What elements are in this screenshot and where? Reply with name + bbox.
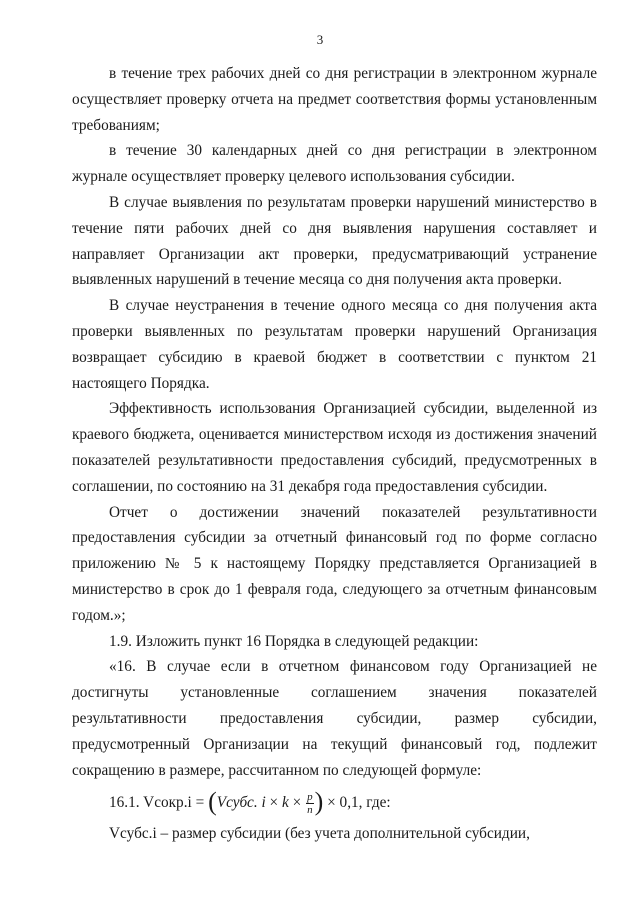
formula-times-2: ×	[288, 794, 306, 812]
paragraph-clause-16: «16. В случае если в отчетном финансовом году Организацией не достигнуты установленные соглашением значения показателей результативности предоставления субсидии, размер субсидии, предусмотренный Организации на текущий финансовый год, подлежит сокращению в размере, рассчитанном по следующей формуле:	[72, 658, 597, 779]
paragraph-subsidy-return: В случае неустранения в течение одного месяца со дня получения акта проверки выявленных по результатам проверки нарушений Организация возвращает субсидию в краевой бюджет в соответствии с пунктом 21 настоящего Порядка.	[72, 297, 597, 392]
formula-open-paren: (	[208, 787, 217, 817]
document-body	[72, 61, 597, 847]
paragraph-target-use-check: в течение 30 календарных дней со дня регистрации в электронном журнале осуществляет проверку целевого использования субсидии.	[72, 142, 597, 186]
paragraph-efficiency: Эффективность использования Организацией субсидии, выделенной из краевого бюджета, оценивается министерством исходя из достижения значений показателей результативности предоставления субсидий, предусмотренных в соглашении, по состоянию на 31 декабря года предоставления субсидии.	[72, 400, 597, 495]
formula-suffix: × 0,1, где:	[323, 794, 391, 812]
paragraph-report-check: в течение трех рабочих дней со дня регистрации в электронном журнале осуществляет проверку отчета на предмет соответствия формы установленным требованиям;	[72, 65, 597, 134]
formula-close-paren: )	[314, 787, 324, 817]
reduction-formula	[72, 783, 597, 821]
formula-k: k	[282, 794, 289, 812]
paragraph-v-subs-definition: Vсубс.i – размер субсидии (без учета дополнительной субсидии,	[109, 825, 530, 843]
formula-fraction-denominator: n	[307, 804, 313, 817]
formula-fraction	[306, 791, 314, 816]
formula-fraction-numerator: p	[307, 791, 313, 804]
paragraph-amendment-1-9: 1.9. Изложить пункт 16 Порядка в следующей редакции:	[109, 632, 479, 650]
formula-prefix: 16.1. Vсокр.i =	[109, 794, 209, 812]
formula-v-subs: Vсубс. i	[216, 794, 266, 812]
paragraph-achievement-report: Отчет о достижении значений показателей результативности предоставления субсидии за отчетный финансовый год по форме согласно приложению № 5 к настоящему Порядку представляется Организацией в министерство в срок до 1 февраля года, следующего за отчетным финансовым годом.»;	[72, 503, 597, 624]
formula-times-1: ×	[265, 794, 283, 812]
page-number: 3	[316, 32, 324, 47]
paragraph-violation-act: В случае выявления по результатам проверки нарушений министерство в течение пяти рабочих дней со дня выявления нарушения составляет и направляет Организации акт проверки, предусматривающий устранение выявленных нарушений в течение месяца со дня получения акта проверки.	[72, 193, 597, 289]
